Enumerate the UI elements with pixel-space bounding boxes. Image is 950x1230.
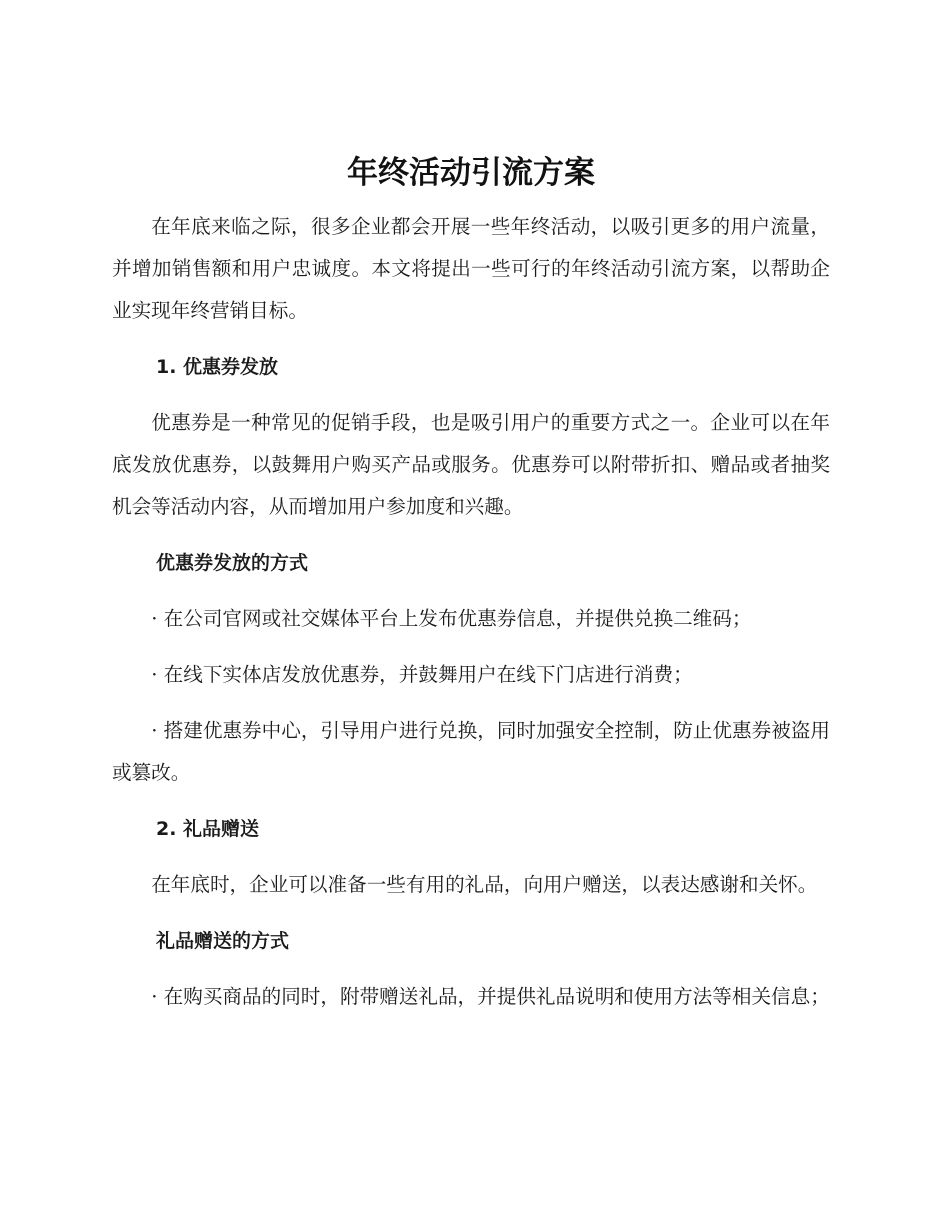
bullet-item: · 搭建优惠券中心，引导用户进行兑换，同时加强安全控制，防止优惠券被盗用或篡改。 <box>112 719 830 784</box>
bullet-item: · 在公司官网或社交媒体平台上发布优惠券信息，并提供兑换二维码； <box>151 607 752 630</box>
subheading-gift-methods: 礼品赠送的方式 <box>156 930 290 952</box>
document-title: 年终活动引流方案 <box>347 155 595 191</box>
section-heading-coupons: 1. 优惠券发放 <box>156 356 279 378</box>
section-body-coupons: 优惠券是一种常见的促销手段，也是吸引用户的重要方式之一。企业可以在年底发放优惠券，以鼓舞用户购买产品或服务。优惠券可以附带折扣、赠品或者抽奖机会等活动内容，从而增加用户参加度和兴趣。 <box>112 411 830 518</box>
bullet-item: · 在线下实体店发放优惠券，并鼓舞用户在线下门店进行消费； <box>151 663 693 686</box>
section-body-gifts: 在年底时，企业可以准备一些有用的礼品，向用户赠送，以表达感谢和关怀。 <box>151 873 818 896</box>
bullet-item: · 在购买商品的同时，附带赠送礼品，并提供礼品说明和使用方法等相关信息； <box>151 985 830 1008</box>
intro-paragraph: 在年底来临之际，很多企业都会开展一些年终活动，以吸引更多的用户流量，并增加销售额和用户忠诚度。本文将提出一些可行的年终活动引流方案，以帮助企业实现年终营销目标。 <box>112 215 830 322</box>
section-heading-gifts: 2. 礼品赠送 <box>156 818 260 840</box>
document-page <box>112 150 830 1018</box>
subheading-coupon-methods: 优惠券发放的方式 <box>156 552 309 574</box>
